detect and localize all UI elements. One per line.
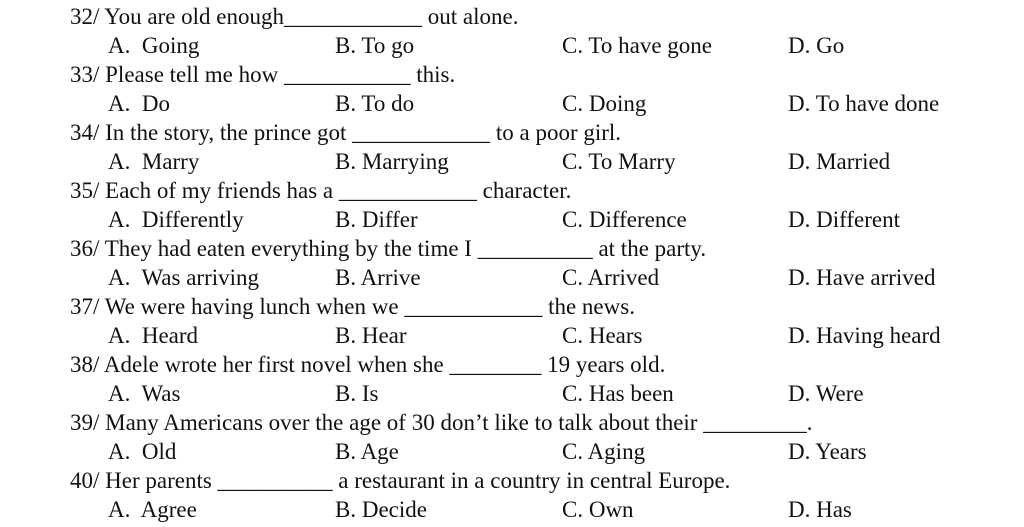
option-b: B. Arrive (335, 265, 421, 290)
question-row (0, 176, 1024, 205)
question-stem: 34/ In the story, the prince got ____________ to a poor girl. (70, 120, 622, 145)
option-c: C. Hears (562, 323, 643, 348)
question-row (0, 350, 1024, 379)
question-row (0, 60, 1024, 89)
question-row (0, 408, 1024, 437)
question-row (0, 2, 1024, 31)
option-d: D. Years (788, 439, 867, 464)
option-b: B. To do (335, 91, 415, 116)
option-a: A. Differently (108, 207, 244, 232)
option-d: D. Different (788, 207, 900, 232)
question-stem: 33/ Please tell me how ___________ this. (70, 62, 456, 87)
option-a: A. Was (108, 381, 181, 406)
option-d: D. Were (788, 381, 864, 406)
question-stem: 36/ They had eaten everything by the time I __________ at the party. (70, 236, 707, 261)
option-c: C. To Marry (562, 149, 676, 174)
option-c: C. Aging (562, 439, 646, 464)
options-row (0, 379, 1024, 408)
option-d: D. Go (788, 33, 845, 58)
option-c: C. Own (562, 497, 634, 522)
options-row (0, 31, 1024, 60)
option-c: C. To have gone (562, 33, 712, 58)
question-row (0, 234, 1024, 263)
question-stem: 40/ Her parents __________ a restaurant in a country in central Europe. (70, 468, 731, 493)
option-b: B. To go (335, 33, 415, 58)
question-row (0, 292, 1024, 321)
question-stem: 35/ Each of my friends has a ____________ character. (70, 178, 572, 203)
option-b: B. Hear (335, 323, 407, 348)
option-a: A. Old (108, 439, 177, 464)
option-d: D. Married (788, 149, 891, 174)
options-row (0, 205, 1024, 234)
option-b: B. Marrying (335, 149, 449, 174)
options-row (0, 321, 1024, 350)
question-row (0, 466, 1024, 495)
option-d: D. Have arrived (788, 265, 936, 290)
option-b: B. Age (335, 439, 399, 464)
option-d: D. To have done (788, 91, 940, 116)
options-row (0, 147, 1024, 176)
option-a: A. Was arriving (108, 265, 260, 290)
question-stem: 37/ We were having lunch when we ____________ the news. (70, 294, 635, 319)
option-c: C. Has been (562, 381, 674, 406)
option-d: D. Having heard (788, 323, 941, 348)
question-stem: 38/ Adele wrote her first novel when she ________ 19 years old. (70, 352, 666, 377)
options-row (0, 495, 1024, 524)
option-a: A. Going (108, 33, 200, 58)
question-stem: 39/ Many Americans over the age of 30 don’t like to talk about their _________. (70, 410, 813, 435)
option-d: D. Has (788, 497, 852, 522)
option-b: B. Is (335, 381, 379, 406)
option-c: C. Arrived (562, 265, 660, 290)
option-b: B. Differ (335, 207, 418, 232)
option-a: A. Marry (108, 149, 200, 174)
option-a: A. Agree (108, 497, 197, 522)
options-row (0, 263, 1024, 292)
option-a: A. Heard (108, 323, 199, 348)
option-c: C. Doing (562, 91, 647, 116)
option-c: C. Difference (562, 207, 687, 232)
options-row (0, 437, 1024, 466)
options-row (0, 89, 1024, 118)
question-row (0, 118, 1024, 147)
question-stem: 32/ You are old enough____________ out alone. (70, 4, 519, 29)
option-a: A. Do (108, 91, 170, 116)
option-b: B. Decide (335, 497, 427, 522)
